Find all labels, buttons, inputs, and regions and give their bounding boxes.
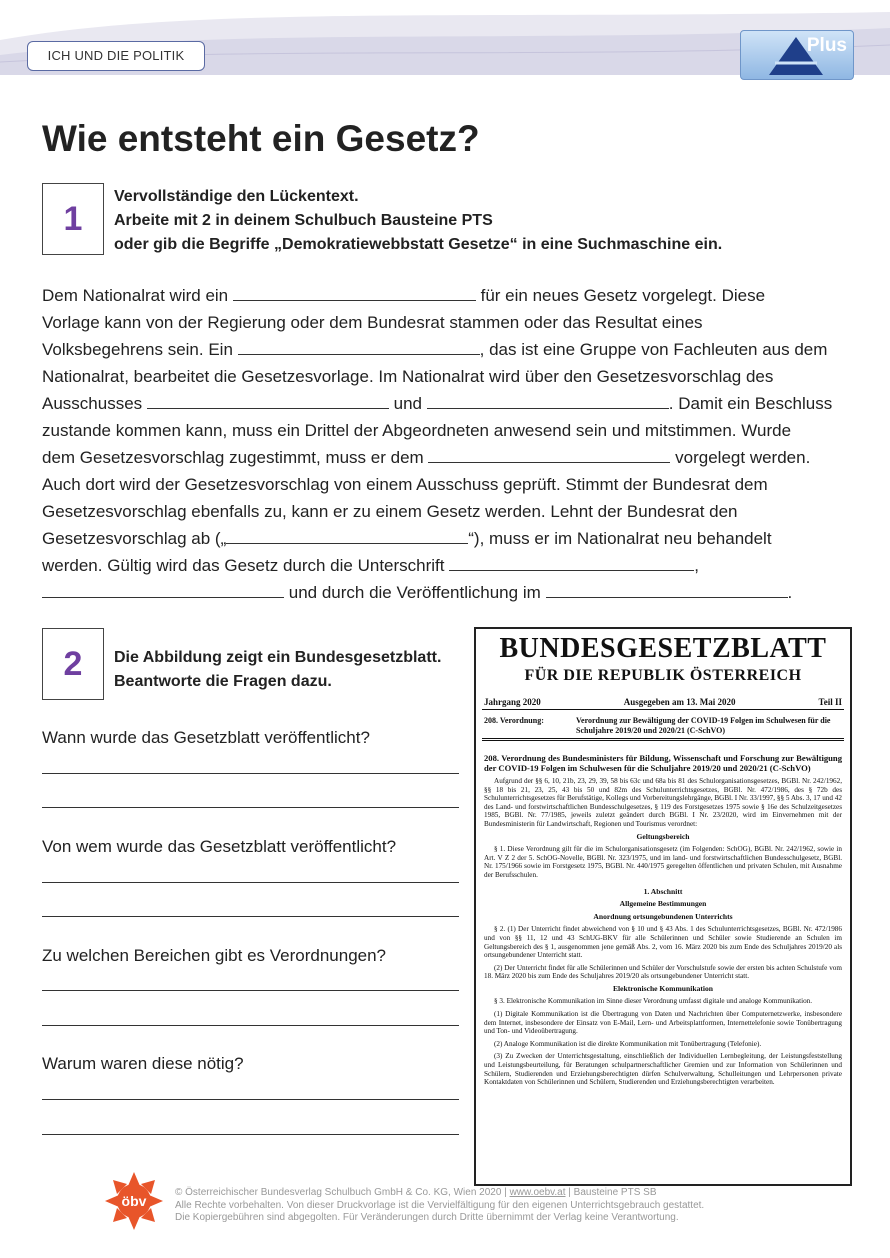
- task-1-line: oder gib die Begriffe „Demokratiewebbstatt Gesetze“ in eine Suchmaschine ein.: [114, 236, 723, 253]
- answer-line[interactable]: [42, 990, 459, 991]
- obv-logo-icon: [103, 1170, 165, 1232]
- cloze-blank[interactable]: [226, 527, 468, 544]
- task-2-instructions: [114, 646, 464, 694]
- obv-logo: [103, 1170, 165, 1232]
- footer-text: © Österreichischer Bundesverlag Schulbuch GmbH & Co. KG, Wien 2020 | www.oebv.at | Bausteine PTS SB Alle Rechte vorbehalten. Von dieser Druckvorlage ist die Vervielfältigung für den eigenen Unterrichtsgebrauch gestattet. Die Kopiergebühren sind abgegolten. Für Veränderungen durch Dritte übernimmt der Verlag keine Verantwortung.: [175, 1187, 705, 1223]
- bgbl-verordnung-row: 208. Verordnung: Verordnung zur Bewältigung der COVID-19 Folgen im Schulwesen für die Schuljahre 2019/20 und 2020/21 (C-SchVO): [484, 716, 831, 735]
- page-title: Wie entsteht ein Gesetz?: [42, 118, 480, 159]
- obv-logo-text: öbv: [121, 1193, 147, 1209]
- question-4: Warum waren diese nötig?: [42, 1054, 244, 1073]
- cloze-blank[interactable]: [147, 392, 389, 409]
- plus-badge: [740, 30, 854, 80]
- answer-line[interactable]: [42, 773, 459, 774]
- question-2: Von wem wurde das Gesetzblatt veröffentlicht?: [42, 837, 397, 856]
- bgbl-body: 208. Verordnung des Bundesministers für Bildung, Wissenschaft und Forschung zur Bewältigung der COVID-19 Folgen im Schulwesen für die Schuljahre 2019/20 und 2020/21 (C-SchVO) Aufgrund der §§ 6, 10, 21b, 23, 29, 39, 58 bis 63c und 68a bis 81 des Schulorganisationsgesetzes, BGBl. Nr. 242/1962, §§ 18 bis 21, 23, 25, 43 bis 50 und 82m des Schulunterrichtsgesetzes, BGBl. Nr. 472/1986, des § 72b des Schulunterrichtsgesetzes für Berufstätige, Kollegs und Vorbereitungslehrgänge, BGBl. I Nr. 33/1997, §§ 5 Abs. 3, 17 und 42 des Land- und forstwirtschaftlichen Bundesschulgesetzes, § 119 des Forstgesetzes 1975 sowie § 16e des Schulzeitgesetzes 1985, BGBl. Nr. 77/1985, jeweils zuletzt geändert durch BGBl. I Nr. 23/2020, wird im Einvernehmen mit der Bundesministerin für Landwirtschaft, Regionen und Tourismus verordnet: Geltungsbereich § 1. Diese Verordnung gilt für die im Schulorganisationsgesetz (im Folgenden: SchOG), BGBl. Nr. 242/1962, sowie in Art. V Z 2 der 5. SchOG-Novelle, BGBl. Nr. 323/1975, und im land- und forstwirtschaftlichen Bundesschulgesetz, BGBl. Nr. 175/1966 sowie im Forstgesetz 1975, BGBl. Nr. 440/1975 geregelten öffentlichen und privaten Schulen, mit Ausnahme der Berufsschulen. 1. Abschnitt Allgemeine Bestimmungen Anordnung ortsungebundenen Unterrichts § 2. (1) Der Unterricht findet abweichend von § 10 und § 43 Abs. 1 des Schulunterrichtsgesetzes, BGBl. Nr. 472/1986 und von §§ 11, 12 und 43 SchUG-BKV für alle Schülerinnen und Schüler sowie Studierende an Schulen im Geltungsbereich des § 1, ausgenommen jene gemäß Abs. 2, vom 16. März 2020 bis zum Ende des Schuljahres 2019/20 als ortsungebundener Unterricht statt. (2) Der Unterricht findet für alle Schülerinnen und Schüler der Vorschulstufe sowie der ersten bis achten Schulstufe vom 18. März 2020 bis zum Ende des Schuljahres 2019/20 als ortsungebundener Unterricht statt. Elektronische Kommunikation § 3. Elektronische Kommunikation im Sinne dieser Verordnung umfasst digitale und analoge Kommunikation. (1) Digitale Kommunikation ist die Übertragung von Daten und Nachrichten über Computernetzwerke, insbesondere dem Internet, insbesondere der Einsatz von E-Mail, Lern- und Arbeitsplattformen, Internettelefonie sowie Tonübertragung und Ton- und Videoübertragung. (2) Analoge Kommunikation ist die direkte Kommunikation mit Tonübertragung (Telefonie). (3) Zu Zwecken der Unterrichtsgestaltung, einschließlich der Individuellen Lernbegleitung, der Leistungsfeststellung und Leistungsbeurteilung, für Beratungen schulpartnerschaftlicher Gremien und zur Information von Schülerinnen und Schülern, Studierenden und Erziehungsberechtigten dürfen Schulverwaltung, Schulleitungen und Lehrpersonen private Kontaktdaten von Schülerinnen und Schülern, Studierenden und Erziehungsberechtigten verarbeiten.: [484, 753, 842, 1087]
- cloze-text: Dem Nationalrat wird ein für ein neues Gesetz vorgelegt. Diese Vorlage kann von der Regierung oder dem Bundesrat stammen oder das Resultat eines Volksbegehrens sein. Ein , das ist eine Gruppe von Fachleuten aus dem Nationalrat, bearbeitet die Gesetzesvorlage. Im Nationalrat wird über den Gesetzesvorschlag des Ausschusses und . Damit ein Beschluss zustande kommen kann, muss ein Drittel der Abgeordneten anwesend sein und mitstimmen. Wurde dem Gesetzesvorschlag zugestimmt, muss er dem vorgelegt werden. Auch dort wird der Gesetzesvorschlag von einem Ausschuss geprüft. Stimmt der Bundesrat dem Gesetzesvorschlag ebenfalls zu, kann er zu einem Gesetz werden. Lehnt der Bundesrat den Gesetzesvorschlag ab („ “), muss er im Nationalrat neu behandelt werden. Gültig wird das Gesetz durch die Unterschrift , und durch die Veröffentlichung im .: [42, 286, 833, 602]
- category-tag: ICH UND DIE POLITIK: [27, 41, 205, 71]
- cloze-blank[interactable]: [233, 284, 476, 301]
- task-number-2: 2: [42, 628, 104, 700]
- task-1-instructions: [114, 185, 854, 257]
- answer-line[interactable]: [42, 1099, 459, 1100]
- oebv-link[interactable]: www.oebv.at: [509, 1187, 566, 1198]
- answer-line[interactable]: [42, 1134, 459, 1135]
- answer-line[interactable]: [42, 1025, 459, 1026]
- cloze-blank[interactable]: [546, 581, 788, 598]
- bgbl-title: BUNDESGESETZBLATT: [499, 633, 827, 664]
- cloze-blank[interactable]: [428, 446, 670, 463]
- cloze-blank[interactable]: [238, 338, 480, 355]
- task-1-line: Arbeite mit 2 in deinem Schulbuch Bausteine PTS: [114, 212, 493, 229]
- plus-label: Plus: [806, 35, 847, 56]
- bundesgesetzblatt-figure: [474, 627, 852, 1186]
- task-2-line: Die Abbildung zeigt ein Bundesgesetzblatt.: [114, 649, 442, 666]
- task-2-line: Beantworte die Fragen dazu.: [114, 673, 332, 690]
- answer-line[interactable]: [42, 882, 459, 883]
- bgbl-subtitle: FÜR DIE REPUBLIK ÖSTERREICH: [524, 667, 802, 684]
- answer-line[interactable]: [42, 916, 459, 917]
- cloze-blank[interactable]: [427, 392, 669, 409]
- task-1-line: Vervollständige den Lückentext.: [114, 188, 359, 205]
- answer-line[interactable]: [42, 807, 459, 808]
- bgbl-issue-row: Jahrgang 2020 Ausgegeben am 13. Mai 2020 Teil II: [484, 697, 842, 707]
- task-number-1: 1: [42, 183, 104, 255]
- question-3: Zu welchen Bereichen gibt es Verordnungen?: [42, 946, 387, 965]
- cloze-blank[interactable]: [449, 554, 694, 571]
- question-1: Wann wurde das Gesetzblatt veröffentlicht?: [42, 728, 370, 747]
- cloze-blank[interactable]: [42, 581, 284, 598]
